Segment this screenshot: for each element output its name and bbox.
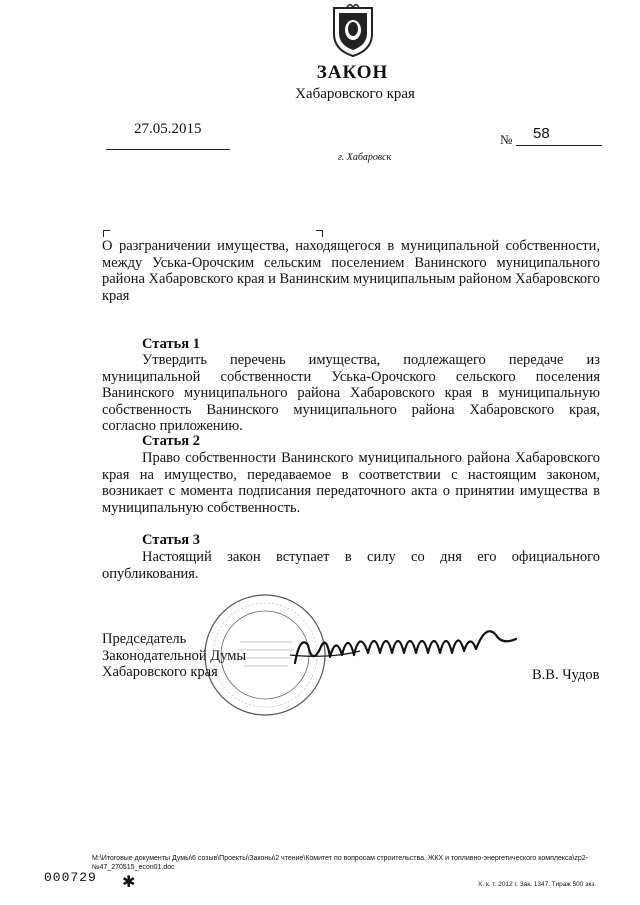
- document-city: г. Хабаровск: [338, 152, 392, 163]
- coat-of-arms-icon: [330, 4, 376, 58]
- document-issuer: Хабаровского края: [295, 86, 415, 102]
- article-2-text: Право собственности Ванинского муниципального района Хабаровского края на имущество, передаваемое в соответствии с настоящим законом, возникает с момента подписания передаточного акта о принятии имущества в муниципальную собственность.: [102, 450, 600, 516]
- number-underline: [516, 145, 602, 146]
- document-type-title: ЗАКОН: [316, 62, 389, 83]
- subject-corner-left: [103, 230, 110, 237]
- article-2-heading: Статья 2: [142, 433, 200, 449]
- law-subject: О разграничении имущества, находящегося в муниципальной собственности, между Уська-Орочским сельским поселением Ванинского муниципального района Хабаровского края и Ванинским муниципальным районом Хабаровского края: [102, 238, 600, 304]
- number-label: №: [500, 132, 513, 147]
- article-1-text: Утвердить перечень имущества, подлежащего передаче из муниципальной собственности Уська-Орочского сельского поселения Ванинского муниципального района Хабаровского края в муниципальную собственность Ванинского муниципального района Хабаровского края, согласно приложению.: [102, 352, 600, 434]
- handwritten-signature: [290, 615, 525, 675]
- signatory-position-line-1: Председатель: [102, 631, 187, 647]
- date-underline: [106, 149, 230, 150]
- print-info: Х. к. т. 2012 г. Зак. 1347. Тираж 500 экз.: [478, 881, 597, 888]
- article-3-text: Настоящий закон вступает в силу со дня его официального опубликования.: [102, 549, 600, 582]
- document-date: 27.05.2015: [134, 121, 202, 137]
- subject-corner-right: [316, 230, 323, 237]
- registration-code: 000729: [44, 870, 97, 885]
- signature-block: [102, 631, 246, 681]
- signatory-name: В.В. Чудов: [532, 667, 600, 683]
- file-path: М:\Итоговые документы Думы\6 созыв\Проекты\Законы\2 чтение\Комитет по вопросам строительства, ЖКХ и топливно-энергетического комплекса\zp2-№47_270515_econ01.doc: [92, 855, 588, 871]
- signatory-position-line-3: Хабаровского края: [102, 664, 218, 680]
- article-3-heading: Статья 3: [142, 532, 200, 548]
- signatory-position-line-2: Законодательной Думы: [102, 647, 247, 664]
- document-number: 58: [533, 125, 550, 142]
- asterisk-mark-icon: ✱: [122, 874, 136, 891]
- article-1-heading: Статья 1: [142, 336, 200, 352]
